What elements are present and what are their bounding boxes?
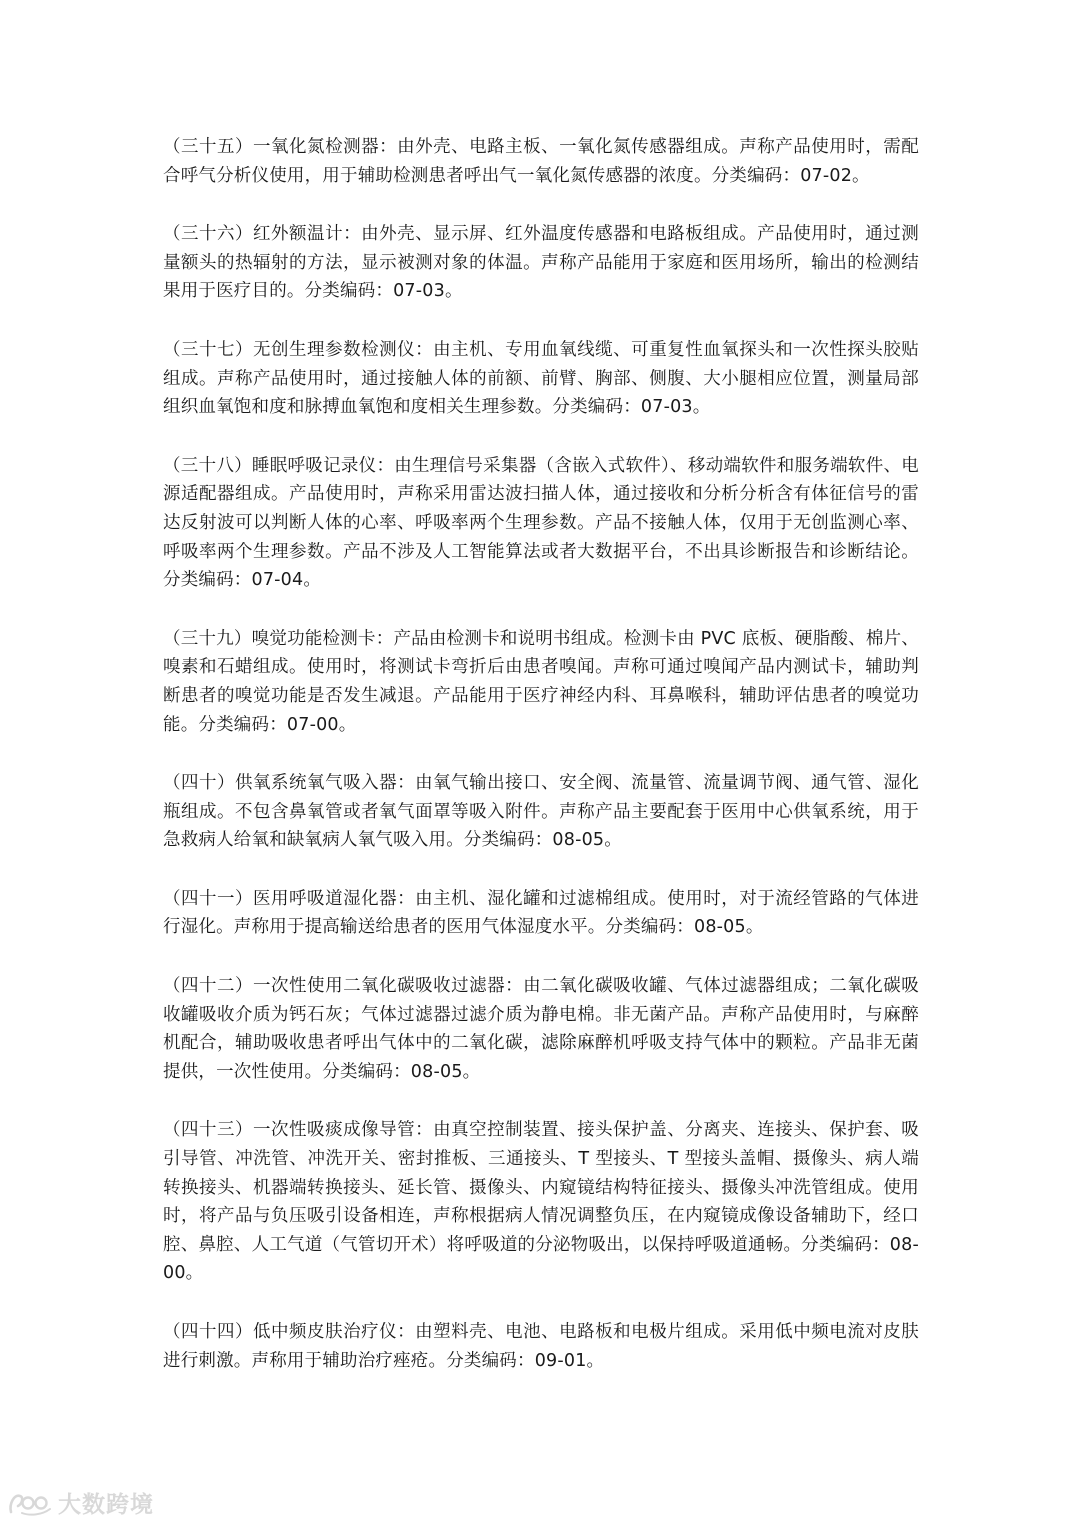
entry-39: （三十九）嗅觉功能检测卡：产品由检测卡和说明书组成。检测卡由 PVC 底板、硬脂酸、棉片、嗅素和石蜡组成。使用时，将测试卡弯折后由患者嗅闻。声称可通过嗅闻产品内测试卡，辅助判断患者的嗅觉功能是否发生减退。产品能用于医疗神经内科、耳鼻喉科，辅助评估患者的嗅觉功能。分类编码：07-00。	[163, 628, 919, 735]
watermark-text: 大数跨境	[58, 1492, 154, 1518]
entry-38: （三十八）睡眠呼吸记录仪：由生理信号采集器（含嵌入式软件）、移动端软件和服务端软件、电源适配器组成。产品使用时，声称采用雷达波扫描人体，通过接收和分析分析含有体征信号的雷达反射波可以判断人体的心率、呼吸率两个生理参数。产品不接触人体，仅用于无创监测心率、呼吸率两个生理参数。产品不涉及人工智能算法或者大数据平台，不出具诊断报告和诊断结论。分类编码：07-04。	[163, 455, 919, 591]
entry-37: （三十七）无创生理参数检测仪：由主机、专用血氧线缆、可重复性血氧探头和一次性探头胶贴组成。声称产品使用时，通过接触人体的前额、前臂、胸部、侧腹、大小腿相应位置，测量局部组织血氧饱和度和脉搏血氧饱和度相关生理参数。分类编码：07-03。	[163, 339, 919, 418]
watermark	[8, 1486, 154, 1519]
entry-42: （四十二）一次性使用二氧化碳吸收过滤器：由二氧化碳吸收罐、气体过滤器组成；二氧化碳吸收罐吸收介质为钙石灰；气体过滤器过滤介质为静电棉。非无菌产品。声称产品使用时，与麻醉机配合，辅助吸收患者呼出气体中的二氧化碳，滤除麻醉机呼吸支持气体中的颗粒。产品非无菌提供，一次性使用。分类编码：08-05。	[163, 976, 919, 1082]
entry-35: （三十五）一氧化氮检测器：由外壳、电路主板、一氧化氮传感器组成。声称产品使用时，需配合呼气分析仪使用，用于辅助检测患者呼出气一氧化氮传感器的浓度。分类编码：07-02。	[163, 137, 919, 186]
entry-41: （四十一）医用呼吸道湿化器：由主机、湿化罐和过滤棉组成。使用时，对于流经管路的气体进行湿化。声称用于提高输送给患者的医用气体湿度水平。分类编码：08-05。	[163, 888, 919, 938]
entry-40: （四十）供氧系统氧气吸入器：由氧气输出接口、安全阀、流量管、流量调节阀、通气管、湿化瓶组成。不包含鼻氧管或者氧气面罩等吸入附件。声称产品主要配套于医用中心供氧系统，用于急救病人给氧和缺氧病人氧气吸入用。分类编码：08-05。	[163, 773, 919, 851]
entry-44: （四十四）低中频皮肤治疗仪：由塑料壳、电池、电路板和电极片组成。采用低中频电流对皮肤进行刺激。声称用于辅助治疗痤疮。分类编码：09-01。	[163, 1322, 919, 1371]
entry-43: （四十三）一次性吸痰成像导管：由真空控制装置、接头保护盖、分离夹、连接头、保护套、吸引导管、冲洗管、冲洗开关、密封推板、三通接头、T 型接头、T 型接头盖帽、摄像头、病人端转换接头、机器端转换接头、延长管、摄像头、内窥镜结构特征接头、摄像头冲洗管组成。使用时，将产品与负压吸引设备相连，声称根据病人情况调整负压，在内窥镜成像设备辅助下，经口腔、鼻腔、人工气道（气管切开术）将呼吸道的分泌物吸出，以保持呼吸道通畅。分类编码：08-00。	[163, 1120, 919, 1284]
document-body	[163, 133, 919, 1375]
entry-36: （三十六）红外额温计：由外壳、显示屏、红外温度传感器和电路板组成。产品使用时，通过测量额头的热辐射的方法，显示被测对象的体温。声称产品能用于家庭和医用场所，输出的检测结果用于医疗目的。分类编码：07-03。	[163, 224, 919, 302]
brand-logo-icon	[8, 1490, 52, 1516]
